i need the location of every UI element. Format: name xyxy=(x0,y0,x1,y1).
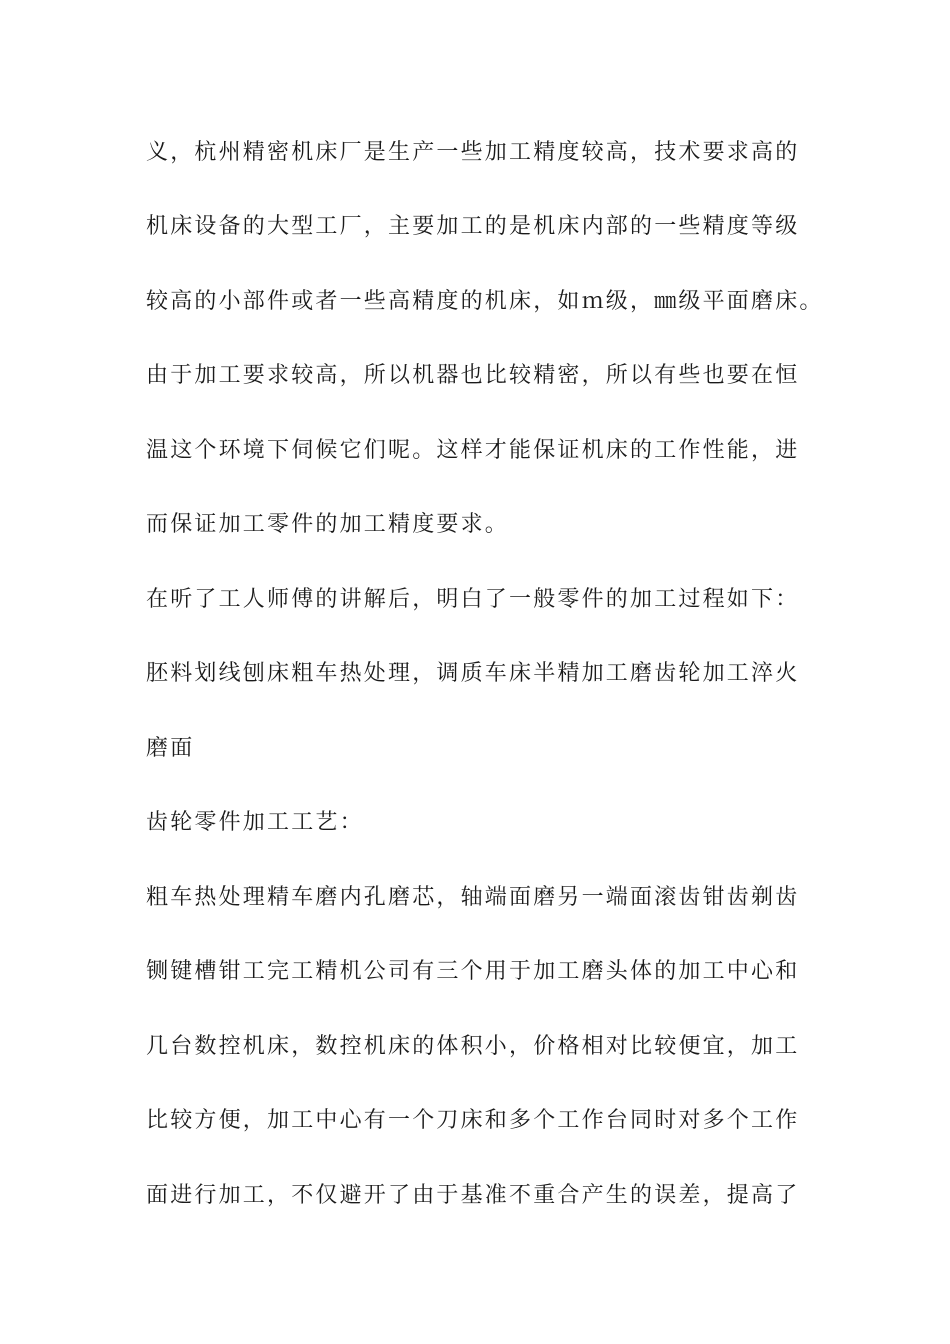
paragraph-line: 义，杭州精密机床厂是生产一些加工精度较高，技术要求高的 xyxy=(146,140,800,165)
paragraph-line: 磨面 xyxy=(146,736,195,761)
paragraph-line: 由于加工要求较高，所以机器也比较精密，所以有些也要在恒 xyxy=(146,363,800,388)
paragraph-line: 粗车热处理精车磨内孔磨芯，轴端面磨另一端面滚齿钳齿剃齿 xyxy=(146,885,800,910)
paragraph-line: 胚料划线刨床粗车热处理，调质车床半精加工磨齿轮加工淬火 xyxy=(146,661,800,686)
paragraph-line: 而保证加工零件的加工精度要求。 xyxy=(146,512,510,537)
paragraph-line: 面进行加工，不仅避开了由于基准不重合产生的误差，提高了 xyxy=(146,1183,800,1208)
paragraph-line: 比较方便，加工中心有一个刀床和多个工作台同时对多个工作 xyxy=(146,1108,800,1133)
section-heading: 齿轮零件加工工艺： xyxy=(146,810,364,835)
paragraph-line: 几台数控机床，数控机床的体积小，价格相对比较便宜，加工 xyxy=(146,1034,800,1059)
paragraph-line: 温这个环境下伺候它们呢。这样才能保证机床的工作性能，进 xyxy=(146,438,800,463)
paragraph-line: 铡键槽钳工完工精机公司有三个用于加工磨头体的加工中心和 xyxy=(146,959,800,984)
paragraph-line: 较高的小部件或者一些高精度的机床，如ｍ级，㎜级平面磨床。 xyxy=(146,289,824,314)
paragraph-line: 机床设备的大型工厂，主要加工的是机床内部的一些精度等级 xyxy=(146,214,800,239)
paragraph-line: 在听了工人师傅的讲解后，明白了一般零件的加工过程如下： xyxy=(146,587,800,612)
